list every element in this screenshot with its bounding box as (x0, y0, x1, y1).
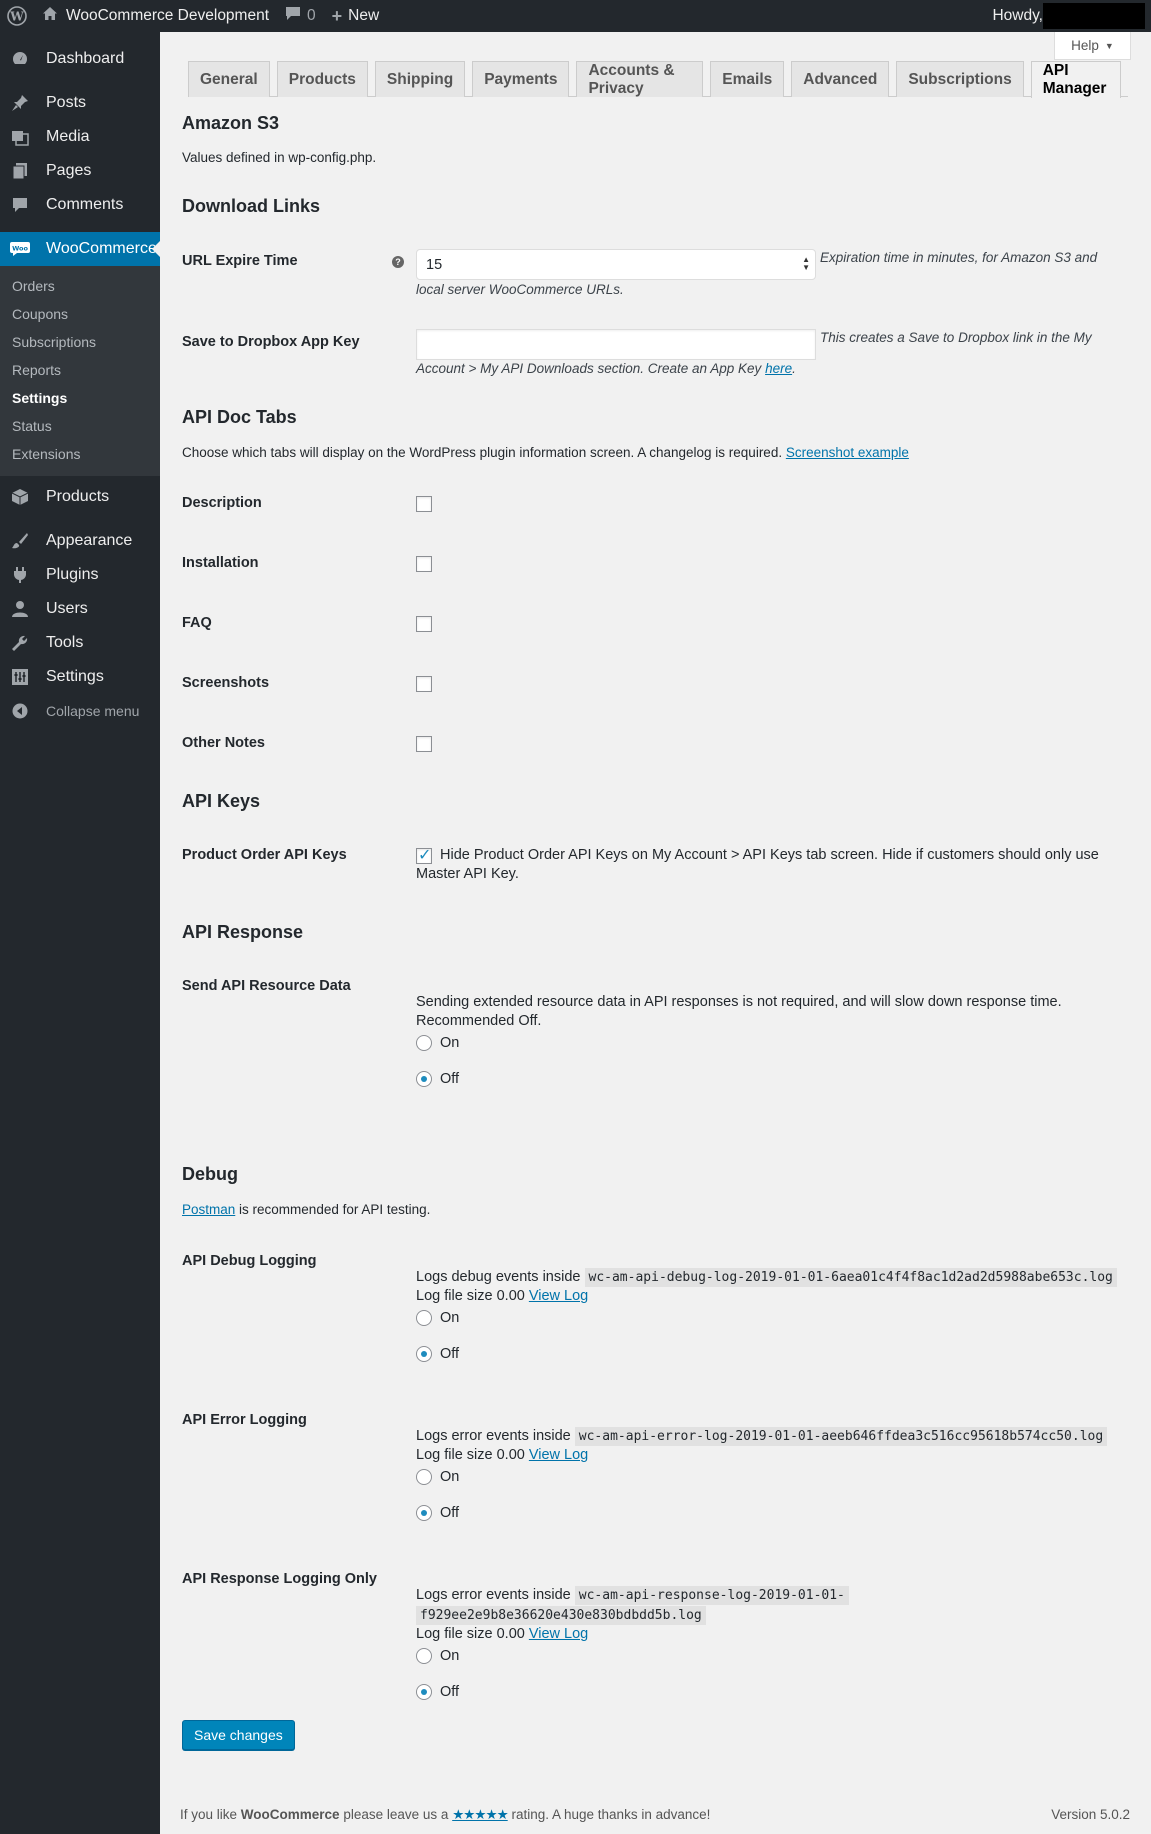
dashboard-icon (10, 49, 30, 69)
send-api-resource-data-label: Send API Resource Data (182, 978, 351, 994)
response-log-filename-part1: wc-am-api-response-log-2019-01-01- (575, 1586, 849, 1605)
sidebar-item-media[interactable] (0, 120, 160, 154)
doc-tab-other-notes-checkbox[interactable] (416, 736, 432, 752)
new-label: New (348, 7, 380, 24)
product-order-api-keys-text-line2: Master API Key. (416, 866, 519, 882)
sidebar-item-label: Dashboard (46, 50, 125, 67)
caret-down-icon: ▼ (1104, 40, 1114, 51)
tab-general[interactable]: General (188, 61, 270, 97)
debug-view-log-link[interactable]: View Log (528, 1288, 589, 1304)
error-log-size (416, 1446, 588, 1465)
sidebar-item-appearance[interactable] (0, 524, 160, 558)
sidebar-item-label: Settings (46, 668, 104, 685)
api-error-logging-label: API Error Logging (182, 1412, 307, 1428)
sidebar-item-label: Products (46, 488, 110, 505)
doc-tab-description-label: Description (182, 495, 262, 511)
sidebar-item-label: Plugins (46, 566, 99, 583)
dropbox-description-line2: Account > My API Downloads section. Create an App Key here. (416, 361, 796, 376)
api-debug-logging-label: API Debug Logging (182, 1253, 317, 1269)
submenu-item-subscriptions[interactable]: Subscriptions (12, 334, 97, 350)
send-api-resource-off-option[interactable] (416, 1071, 459, 1087)
howdy-text: Howdy, (992, 7, 1043, 24)
response-view-log-link[interactable]: View Log (528, 1626, 589, 1642)
radio-label: On (440, 1648, 460, 1664)
product-order-api-keys-label: Product Order API Keys (182, 847, 347, 863)
sidebar-item-posts[interactable] (0, 86, 160, 120)
tab-accounts-privacy[interactable]: Accounts & Privacy (576, 61, 703, 97)
footer-rating-text (180, 1807, 710, 1823)
sidebar-item-comments[interactable] (0, 188, 160, 222)
url-expire-description-line2: local server WooCommerce URLs. (416, 282, 624, 297)
dropbox-key-input[interactable] (416, 329, 816, 360)
radio-label: On (440, 1469, 460, 1485)
sidebar-item-label: WooCommerce (46, 240, 157, 257)
help-button[interactable] (1054, 32, 1131, 60)
debug-log-prefix: Logs debug events inside (416, 1269, 581, 1285)
response-logging-off-option[interactable] (416, 1684, 459, 1700)
tab-emails[interactable]: Emails (710, 61, 784, 97)
sidebar-item-dashboard[interactable] (0, 42, 160, 76)
tab-payments[interactable]: Payments (472, 61, 569, 97)
radio-label: On (440, 1310, 460, 1326)
debug-log-size (416, 1287, 588, 1306)
doc-tab-installation-label: Installation (182, 555, 259, 571)
radio-button[interactable] (416, 1469, 432, 1485)
product-order-api-keys-checkbox[interactable] (416, 848, 432, 864)
dropbox-key-label: Save to Dropbox App Key (182, 334, 360, 350)
footer-text-3: rating. A huge thanks in advance! (511, 1807, 711, 1822)
svg-text:Woo: Woo (12, 244, 28, 253)
comment-bubble-icon (285, 6, 301, 26)
brush-icon (10, 531, 30, 551)
tab-subscriptions[interactable]: Subscriptions (896, 61, 1023, 97)
log-size-text: Log file size 0.00 (416, 1288, 525, 1304)
sidebar-item-label: Comments (46, 196, 124, 213)
screenshot-example-link[interactable]: Screenshot example (785, 445, 909, 460)
postman-link[interactable]: Postman (182, 1202, 236, 1217)
doc-tab-screenshots-checkbox[interactable] (416, 676, 432, 692)
error-logging-on-option[interactable] (416, 1469, 459, 1485)
comments-count: 0 (307, 7, 316, 24)
log-size-text: Log file size 0.00 (416, 1626, 525, 1642)
comments-link[interactable] (277, 0, 324, 32)
doc-tab-other-notes-label: Other Notes (182, 735, 265, 751)
sidebar-item-settings[interactable] (0, 660, 160, 694)
log-size-text: Log file size 0.00 (416, 1447, 525, 1463)
doc-tab-faq-checkbox[interactable] (416, 616, 432, 632)
wordpress-logo-icon[interactable] (0, 0, 34, 32)
sidebar-item-label: Users (46, 600, 88, 617)
save-changes-button[interactable]: Save changes (182, 1720, 295, 1750)
collapse-arrow-icon (10, 701, 30, 721)
admin-sidebar (0, 32, 160, 1834)
sidebar-item-tools[interactable] (0, 626, 160, 660)
debug-logging-off-option[interactable] (416, 1346, 459, 1362)
radio-button[interactable] (416, 1035, 432, 1051)
radio-label: Off (440, 1684, 460, 1700)
radio-button[interactable] (416, 1648, 432, 1664)
wrench-icon (10, 633, 30, 653)
footer-version: Version 5.0.2 (1051, 1807, 1130, 1822)
sidebar-item-plugins[interactable] (0, 558, 160, 592)
response-log-size (416, 1625, 588, 1644)
sidebar-item-products[interactable] (0, 480, 160, 514)
sidebar-item-woocommerce[interactable] (0, 232, 160, 266)
postman-description-text: is recommended for API testing. (239, 1202, 431, 1217)
plus-icon: + (331, 5, 343, 26)
media-icon (10, 127, 30, 147)
amazon-s3-heading: Amazon S3 (182, 113, 280, 133)
api-response-logging-label: API Response Logging Only (182, 1571, 377, 1587)
site-name: WooCommerce Development (66, 7, 270, 24)
sidebar-item-label: Media (46, 128, 90, 145)
help-label: Help (1071, 38, 1099, 53)
comment-icon (10, 195, 30, 215)
radio-button[interactable] (416, 1505, 432, 1521)
footer-brand: WooCommerce (240, 1807, 340, 1822)
admin-bar (0, 0, 1151, 32)
doc-tab-installation-checkbox[interactable] (416, 556, 432, 572)
doc-tab-screenshots-label: Screenshots (182, 675, 270, 691)
dropbox-description-line1: This creates a Save to Dropbox link in the My (820, 330, 1092, 345)
sidebar-item-label: Appearance (46, 532, 133, 549)
download-links-heading: Download Links (182, 196, 321, 216)
radio-button[interactable] (416, 1310, 432, 1326)
radio-button[interactable] (416, 1071, 432, 1087)
api-doc-tabs-description-text: Choose which tabs will display on the WordPress plugin information screen. A changelog is required. (182, 445, 783, 460)
tab-advanced[interactable]: Advanced (791, 61, 889, 97)
tab-api-manager[interactable]: API Manager (1031, 61, 1121, 98)
footer-text-1: If you like (180, 1807, 238, 1822)
url-expire-select[interactable] (416, 249, 816, 280)
sidebar-item-label: Tools (46, 634, 84, 651)
doc-tab-faq-label: FAQ (182, 615, 212, 631)
pin-icon (10, 93, 30, 113)
error-logging-off-option[interactable] (416, 1505, 459, 1521)
debug-log-file-text (416, 1268, 1117, 1287)
debug-log-filename: wc-am-api-debug-log-2019-01-01-6aea01c4f4f8ac1d2ad2d5988abe653c.log (585, 1268, 1117, 1287)
submenu-item-settings[interactable]: Settings (12, 390, 68, 406)
error-log-filename: wc-am-api-error-log-2019-01-01-aeeb646ffdea3c516cc95618b574cc50.log (575, 1427, 1107, 1446)
my-account-link[interactable] (984, 0, 1043, 32)
home-icon (42, 6, 58, 26)
url-expire-description-line1: Expiration time in minutes, for Amazon S3 and (820, 250, 1098, 265)
postman-description (182, 1202, 430, 1217)
sidebar-item-label: Posts (46, 94, 87, 111)
api-doc-tabs-description (182, 445, 909, 460)
radio-label: Off (440, 1071, 460, 1087)
submenu-item-reports[interactable]: Reports (12, 362, 62, 378)
footer-text-2: please leave us a (343, 1807, 449, 1822)
response-logging-on-option[interactable] (416, 1648, 459, 1664)
product-order-api-keys-text-line1: Hide Product Order API Keys on My Account > API Keys tab screen. Hide if customers should only use (440, 847, 1099, 863)
sidebar-item-label: Pages (46, 162, 92, 179)
url-expire-label: URL Expire Time (182, 253, 298, 269)
select-arrows-icon: ▲ ▼ (802, 255, 810, 272)
plug-icon (10, 565, 30, 585)
dropbox-here-link[interactable]: here (765, 361, 793, 376)
submenu-item-extensions[interactable]: Extensions (12, 446, 81, 462)
dropbox-description-text: Account > My API Downloads section. Create an App Key (416, 361, 762, 376)
debug-logging-on-option[interactable] (416, 1310, 459, 1326)
error-log-prefix: Logs error events inside (416, 1428, 571, 1444)
new-content-link[interactable] (324, 0, 388, 32)
woo-icon (10, 239, 30, 259)
main-content (160, 32, 1151, 1834)
site-name-link[interactable] (34, 0, 277, 32)
collapse-menu-label: Collapse menu (46, 703, 140, 719)
help-tip-icon[interactable]: ? (392, 256, 404, 268)
collapse-menu-button[interactable] (0, 694, 160, 728)
settings-tabs (188, 61, 1128, 97)
radio-label: On (440, 1035, 460, 1051)
error-view-log-link[interactable]: View Log (528, 1447, 589, 1463)
radio-button[interactable] (416, 1346, 432, 1362)
settings-icon (10, 667, 30, 687)
amazon-s3-description: Values defined in wp-config.php. (182, 150, 377, 165)
response-log-filename-part2: f929ee2e9b8e36620e430e830bdbdd5b.log (416, 1606, 706, 1625)
api-response-heading: API Response (182, 922, 304, 942)
tab-shipping[interactable]: Shipping (375, 61, 465, 97)
radio-label: Off (440, 1346, 460, 1362)
woocommerce-submenu (0, 266, 160, 476)
doc-tab-description-checkbox[interactable] (416, 496, 432, 512)
submenu-item-orders[interactable]: Orders (12, 278, 55, 294)
response-log-prefix: Logs error events inside (416, 1587, 571, 1603)
send-api-resource-text-line2: Recommended Off. (416, 1013, 542, 1029)
tab-products[interactable]: Products (277, 61, 368, 97)
redacted-username (1043, 3, 1145, 29)
user-icon (10, 599, 30, 619)
url-expire-value: 15 (426, 256, 443, 273)
submenu-item-status[interactable]: Status (12, 418, 52, 434)
svg-text:W: W (10, 9, 24, 24)
five-star-rating-link[interactable]: ★★★★★ (452, 1807, 508, 1822)
sidebar-item-users[interactable] (0, 592, 160, 626)
error-log-file-text (416, 1427, 1107, 1446)
archive-icon (10, 487, 30, 507)
debug-heading: Debug (182, 1164, 238, 1184)
footer (180, 1807, 1130, 1823)
send-api-resource-text-line1: Sending extended resource data in API responses is not required, and will slow down response time. (416, 994, 1062, 1010)
radio-button[interactable] (416, 1684, 432, 1700)
api-doc-tabs-heading: API Doc Tabs (182, 407, 297, 427)
sidebar-item-pages[interactable] (0, 154, 160, 188)
response-log-file-text-line2 (416, 1606, 706, 1625)
response-log-file-text-line1 (416, 1586, 849, 1605)
api-keys-heading: API Keys (182, 791, 261, 811)
send-api-resource-on-option[interactable] (416, 1035, 459, 1051)
pages-icon (10, 161, 30, 181)
submenu-item-coupons[interactable]: Coupons (12, 306, 69, 322)
radio-label: Off (440, 1505, 460, 1521)
